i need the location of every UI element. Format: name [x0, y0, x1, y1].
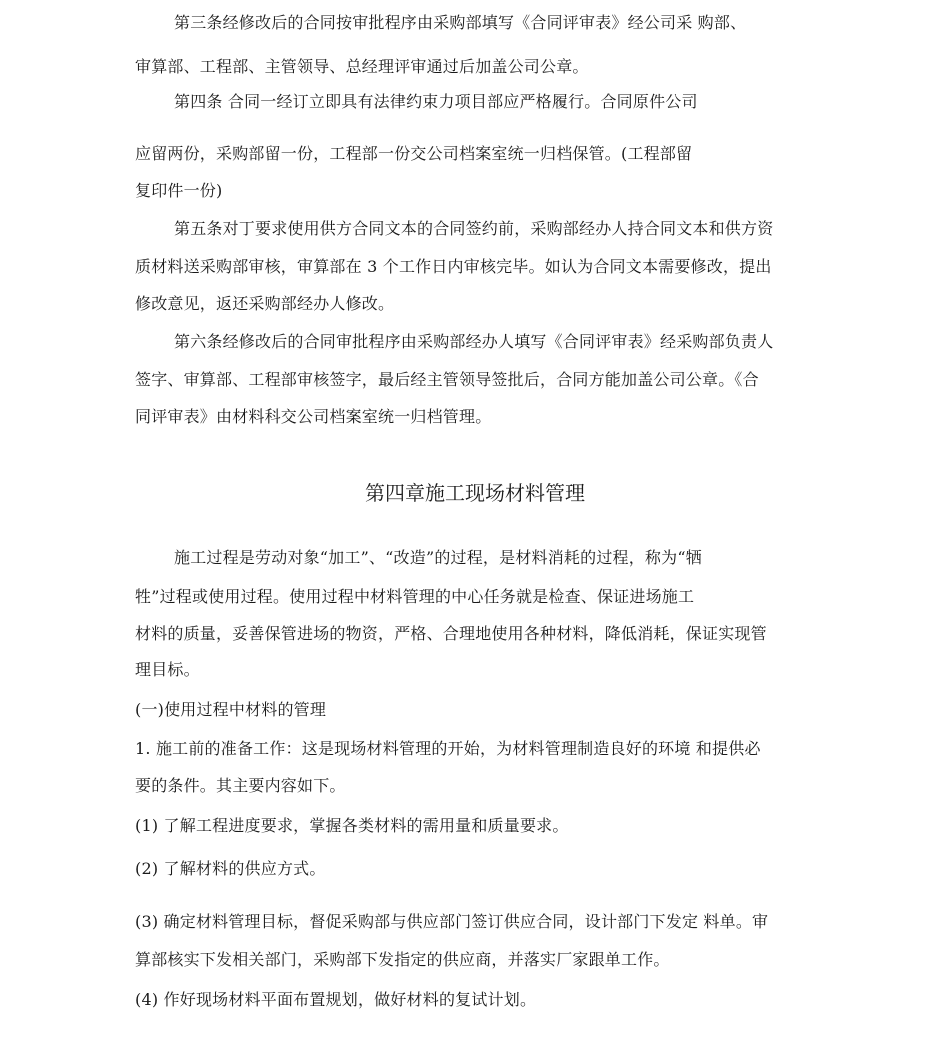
item-1-line-1: 1. 施工前的准备工作：这是现场材料管理的开始，为材料管理制造良好的环境 和提供必 [135, 739, 761, 758]
article-6-line-2: 签字、审算部、工程部审核签字，最后经主管领导签批后，合同方能加盖公司公章。《合 [135, 370, 759, 389]
sub-item-1: (1) 了解工程进度要求，掌握各类材料的需用量和质量要求。 [135, 816, 569, 835]
item-1-line-2: 要的条件。其主要内容如下。 [135, 776, 346, 795]
article-4-line-1: 第四条 合同一经订立即具有法律约束力项目部应严格履行。合同原件公司 [174, 92, 698, 111]
article-5-line-3: 修改意见，返还采购部经办人修改。 [135, 294, 395, 313]
article-4-line-3: 复印件一份) [135, 181, 223, 200]
article-6-line-1: 第六条经修改后的合同审批程序由采购部经办人填写《合同评审表》经采购部负责人 [174, 332, 774, 351]
article-5-line-1: 第五条对丁要求使用供方合同文本的合同签约前，采购部经办人持合同文本和供方资 [174, 219, 774, 238]
chapter-heading: 第四章施工现场材料管理 [365, 481, 585, 505]
sub-item-3-line-1: (3) 确定材料管理目标，督促采购部与供应部门签订供应合同，设计部门下发定 料单。审 [135, 912, 769, 931]
section-heading: (一)使用过程中材料的管理 [135, 700, 327, 719]
article-3-line-2: 审算部、工程部、主管领导、总经理评审通过后加盖公司公章。 [135, 57, 589, 76]
intro-line-1: 施工过程是劳动对象“加工”、“改造”的过程，是材料消耗的过程，称为“牺 [174, 548, 702, 567]
sub-item-3-line-2: 算部核实下发相关部门，采购部下发指定的供应商，并落实厂家跟单工作。 [135, 950, 670, 969]
sub-item-4: (4) 作好现场材料平面布置规划，做好材料的复试计划。 [135, 990, 537, 1009]
intro-line-2: 牲”过程或使用过程。使用过程中材料管理的中心任务就是检查、保证进场施工 [135, 587, 695, 606]
article-4-line-2: 应留两份，采购部留一份，工程部一份交公司档案室统一归档保管。(工程部留 [135, 144, 693, 163]
article-3-line-1: 第三条经修改后的合同按审批程序由采购部填写《合同评审表》经公司采 购部、 [174, 13, 747, 32]
sub-item-2: (2) 了解材料的供应方式。 [135, 859, 326, 878]
intro-line-3: 材料的质量，妥善保管进场的物资，严格、合理地使用各种材料，降低消耗，保证实现管 [135, 624, 767, 643]
article-6-line-3: 同评审表》由材料科交公司档案室统一归档管理。 [135, 407, 492, 426]
intro-line-4: 理目标。 [135, 660, 200, 679]
article-5-line-2: 质材料送采购部审核，审算部在 3 个工作日内审核完毕。如认为合同文本需要修改，提出 [135, 257, 772, 276]
